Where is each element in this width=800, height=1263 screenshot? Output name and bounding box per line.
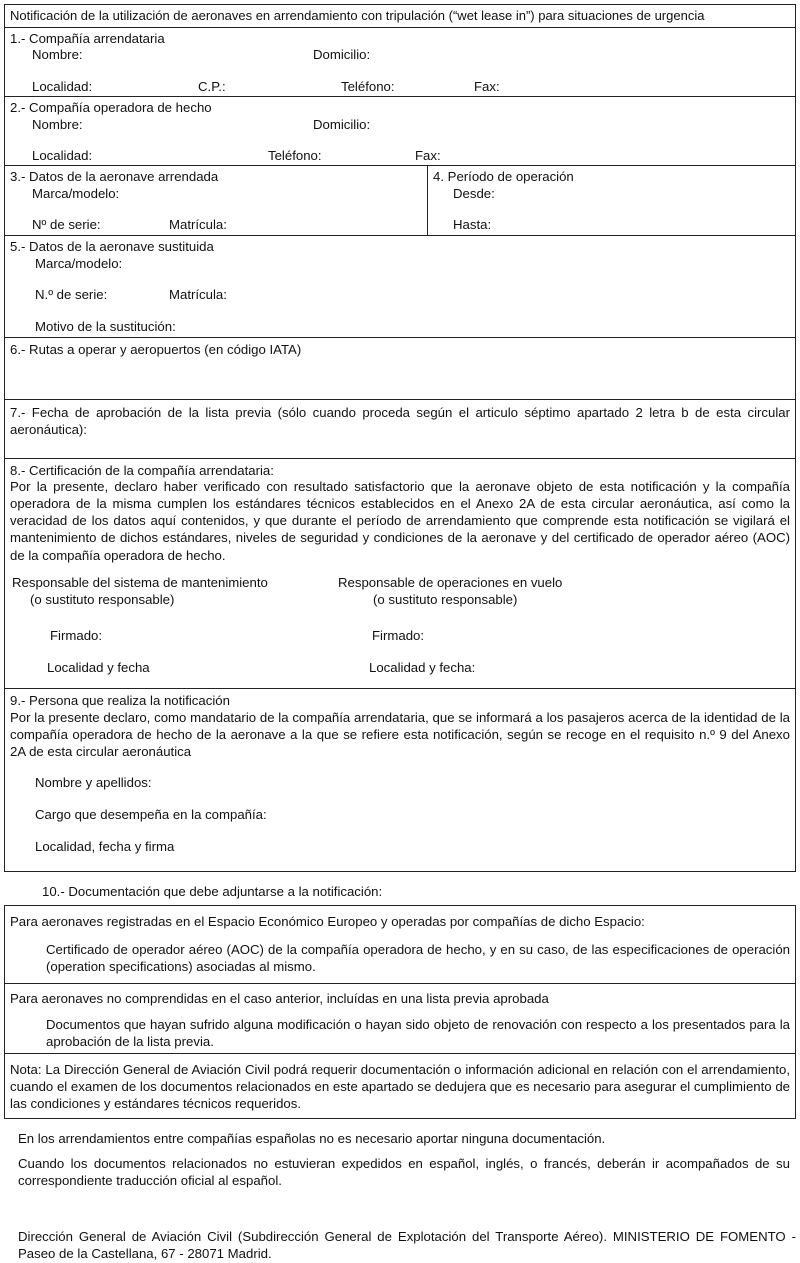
s3-matricula-label: Matrícula:	[169, 217, 227, 232]
s2-localidad-label: Localidad:	[32, 148, 93, 163]
s3-marca-label: Marca/modelo:	[32, 186, 120, 201]
s2-telefono-label: Teléfono:	[268, 148, 322, 163]
s3-serie-label: Nº de serie:	[32, 217, 101, 232]
nota-text: Nota: La Dirección General de Aviación Civil podrá requerir documentación o información adicional en relación con el arrendamiento, cuando el examen de los documentos relacionados en este apartado se dedujera que es necesario para asegurar el cumplimiento de las condiciones y estándares técnicos requeridos.	[10, 1062, 790, 1112]
s4-desde-label: Desde:	[453, 186, 495, 201]
section-6-heading: 6.- Rutas a operar y aeropuertos (en código IATA)	[10, 342, 302, 357]
s8-resp-mant-sub: (o sustituto responsable)	[30, 592, 175, 607]
s8-localidad-right: Localidad y fecha:	[369, 660, 476, 675]
s8-resp-ops-label: Responsable de operaciones en vuelo	[338, 575, 563, 590]
s2-fax-label: Fax:	[415, 148, 441, 163]
section-7-heading: 7.- Fecha de aprobación de la lista previa (sólo cuando proceda según el articulo séptimo apartado 2 letra b de esta circular aeronáutica):	[10, 405, 790, 438]
s1-cp-label: C.P.:	[198, 79, 226, 94]
s2-domicilio-label: Domicilio:	[313, 117, 371, 132]
s9-localidad-label: Localidad, fecha y firma	[35, 839, 175, 854]
s8-resp-mant-label: Responsable del sistema de mantenimiento	[12, 575, 268, 590]
s8-localidad-left: Localidad y fecha	[47, 660, 150, 675]
s8-firmado-right: Firmado:	[372, 628, 425, 643]
section-2-heading: 2.- Compañía operadora de hecho	[10, 100, 212, 115]
s5-serie-label: N.º de serie:	[35, 287, 108, 302]
section-5-heading: 5.- Datos de la aeronave sustituida	[10, 239, 214, 254]
s1-nombre-label: Nombre:	[32, 47, 83, 62]
note-translation: Cuando los documentos relacionados no estuvieran expedidos en español, inglés, o francés, deberán ir acompañados de su correspondiente traducción oficial al español.	[18, 1156, 790, 1189]
s1-localidad-label: Localidad:	[32, 79, 93, 94]
other-body: Documentos que hayan sufrido alguna modificación o hayan sido objeto de renovación con respecto a los presentados para la aprobación de la lista previa.	[46, 1017, 790, 1050]
form-title: Notificación de la utilización de aeronaves en arrendamiento con tripulación (“wet lease in”) para situaciones de urgencia	[10, 8, 705, 23]
other-title: Para aeronaves no comprendidas en el caso anterior, incluídas en una lista previa aprobada	[10, 991, 549, 1006]
s1-telefono-label: Teléfono:	[341, 79, 395, 94]
section-9-heading: 9.- Persona que realiza la notificación	[10, 693, 230, 708]
s1-domicilio-label: Domicilio:	[313, 47, 371, 62]
s5-marca-label: Marca/modelo:	[35, 256, 123, 271]
s9-cargo-label: Cargo que desempeña en la compañía:	[35, 807, 267, 822]
s8-resp-ops-sub: (o sustituto responsable)	[373, 592, 518, 607]
section-8-body: Por la presente, declaro haber verificado con resultado satisfactorio que la aeronave objeto de esta notificación y la compañía operadora de la misma cumplen los estándares técnicos establecidos en el Anexo 2A de esta circular aeronáutica, así como la veracidad de los datos aquí contenidos, y que durante el período de arrendamiento que comprende esta notificación se vigilará el mantenimiento de dichos estándares, niveles de seguridad y condiciones de la aeronave y del certificado de operador aéreo (AOC) de la compañía operadora de hecho.	[10, 479, 790, 563]
section-3-heading: 3.- Datos de la aeronave arrendada	[10, 169, 219, 184]
footer-address: Dirección General de Aviación Civil (Subdirección General de Explotación del Transporte Aéreo). MINISTERIO DE FOMENTO - Paseo de la Castellana, 67 - 28071 Madrid.	[18, 1229, 796, 1262]
section-4-heading: 4. Período de operación	[433, 169, 574, 184]
s1-fax-label: Fax:	[474, 79, 500, 94]
eee-body: Certificado de operador aéreo (AOC) de la compañía operadora de hecho, y en su caso, de las especificaciones de operación (operation specifications) asociadas al mismo.	[46, 942, 790, 975]
section-8-heading: 8.- Certificación de la compañía arrendataria:	[10, 463, 274, 478]
s5-motivo-label: Motivo de la sustitución:	[35, 319, 176, 334]
note-spanish-companies: En los arrendamientos entre compañías españolas no es necesario aportar ninguna documentación.	[18, 1131, 606, 1146]
s2-nombre-label: Nombre:	[32, 117, 83, 132]
section-1-heading: 1.- Compañía arrendataria	[10, 31, 165, 46]
section-10-heading: 10.- Documentación que debe adjuntarse a la notificación:	[42, 884, 383, 899]
eee-title: Para aeronaves registradas en el Espacio Económico Europeo y operadas por compañías de dicho Espacio:	[10, 914, 645, 929]
s9-nombre-label: Nombre y apellidos:	[35, 775, 152, 790]
s5-matricula-label: Matrícula:	[169, 287, 227, 302]
s8-firmado-left: Firmado:	[50, 628, 103, 643]
s4-hasta-label: Hasta:	[453, 217, 492, 232]
section-9-body: Por la presente declaro, como mandatario de la compañía arrendataria, que se informará a los pasajeros acerca de la identidad de la compañía operadora de hecho de la aeronave a la que se refiere esta notificación, según se recoge en el requisito n.º 9 del Anexo 2A de esta circular aeronáutica	[10, 710, 790, 760]
